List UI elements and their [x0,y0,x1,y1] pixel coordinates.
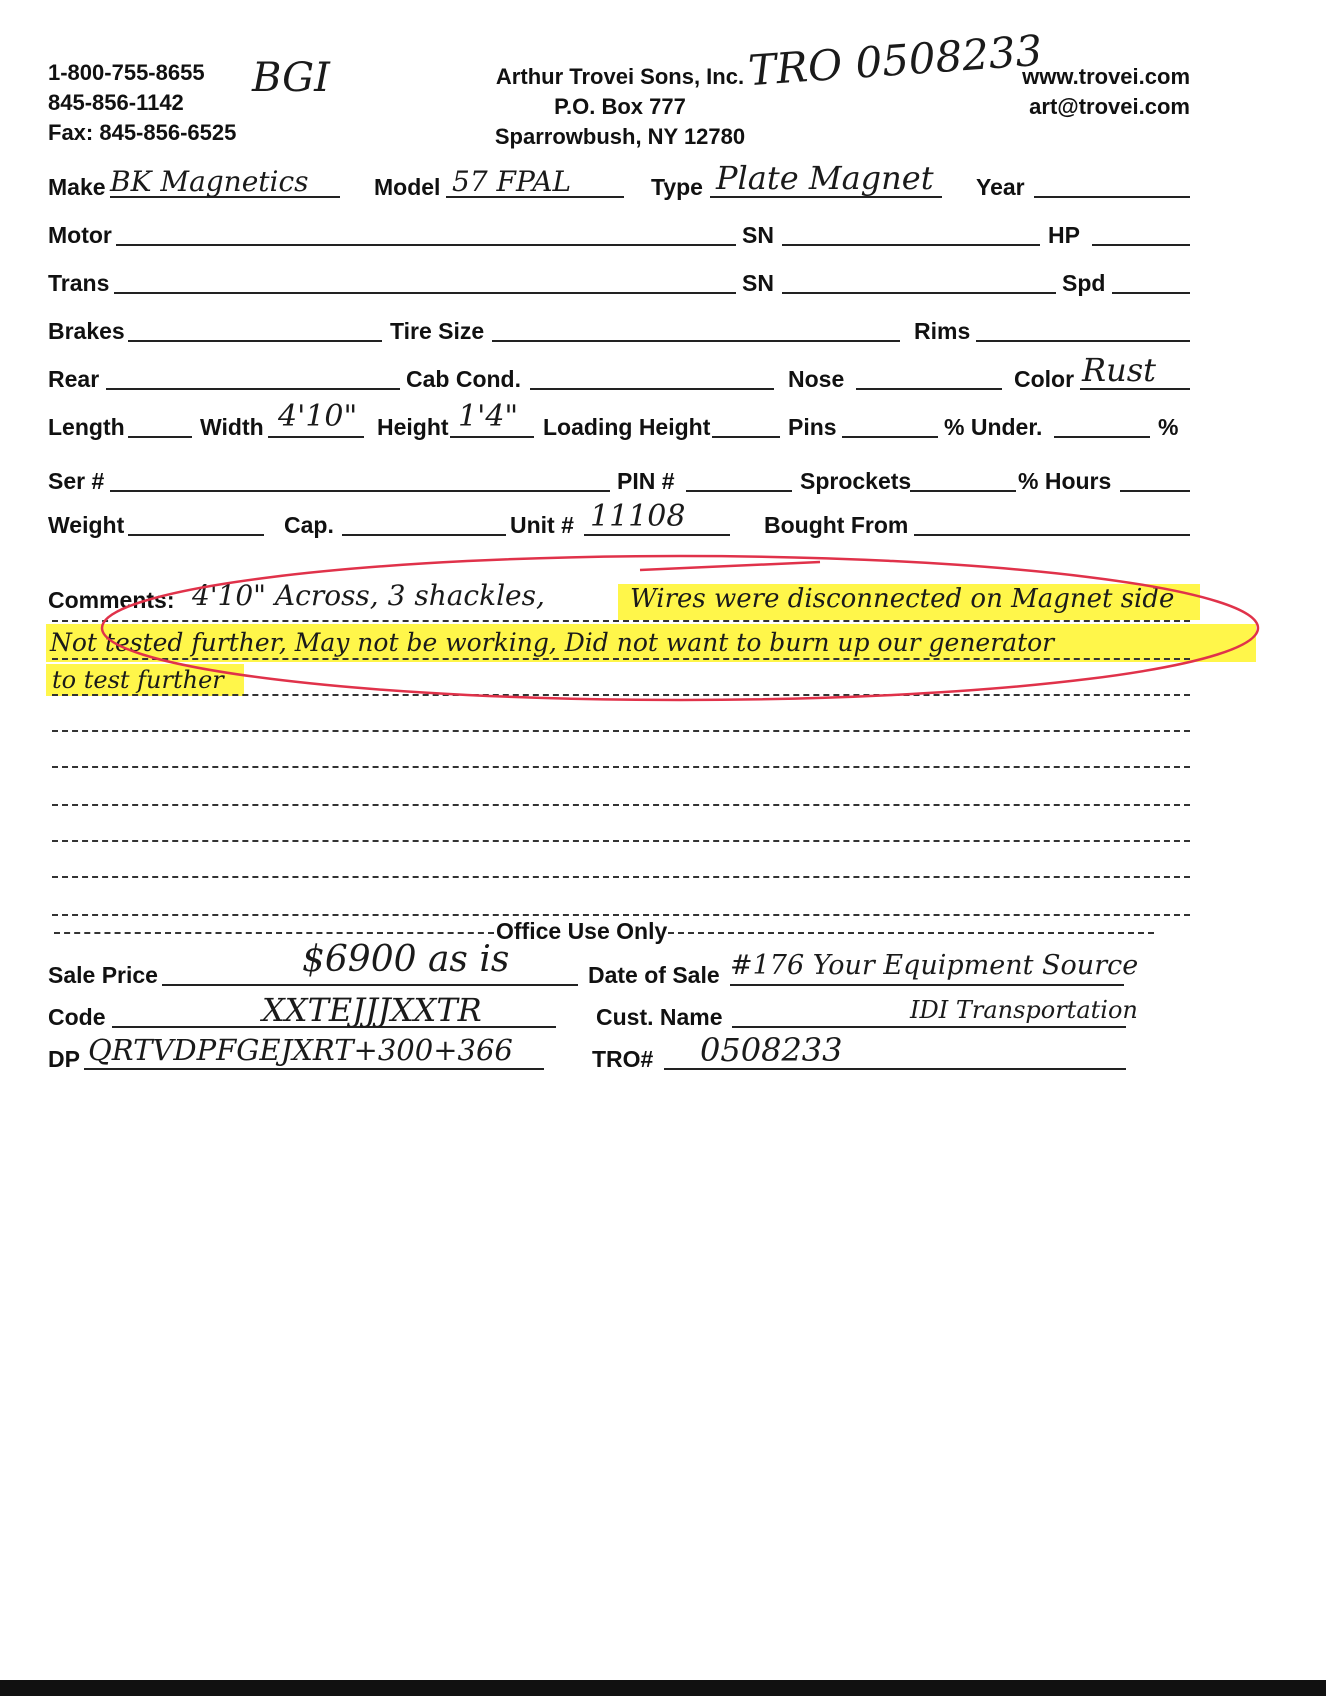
date-of-sale-value: #176 Your Equipment Source [730,950,1139,981]
type-label: Type [651,174,703,200]
pin-label: PIN # [617,468,675,494]
tire-size-label: Tire Size [390,318,485,344]
cab-cond-label: Cab Cond. [406,366,521,392]
office-divider-left [54,932,494,934]
city-state: Sparrowbush, NY 12780 [494,124,746,149]
bought-from-field-line[interactable] [914,534,1190,536]
ser-label: Ser # [48,468,105,494]
pct-hours-label: % Hours [1018,468,1112,494]
year-label: Year [976,174,1025,200]
date-of-sale-label: Date of Sale [588,962,720,988]
height-field-line[interactable] [450,436,534,438]
trans-label: Trans [48,270,110,296]
cap-label: Cap. [284,512,334,538]
hp-field-line[interactable] [1092,244,1190,246]
red-circle-annotation [0,540,1326,720]
comment-text-2: Not tested further, May not be working, Did not want to burn up our generator [50,628,1055,657]
trans-sn-field-line[interactable] [782,292,1056,294]
office-use-label: Office Use Only [496,918,668,944]
scan-bottom-edge [0,1680,1326,1696]
motor-sn-label: SN [742,222,774,248]
handwritten-tro: TRO 0508233 [746,25,1044,96]
fax-number: Fax: 845-856-6525 [48,120,237,145]
length-label: Length [48,414,125,440]
model-value: 57 FPAL [452,165,572,198]
color-label: Color [1014,366,1075,392]
sprockets-label: Sprockets [800,468,912,494]
website: www.trovei.com [1022,64,1190,89]
company-address [470,62,770,152]
comment-line-9[interactable] [52,914,1190,916]
nose-field-line[interactable] [856,388,1002,390]
unit-field-line[interactable] [584,534,730,536]
weight-field-line[interactable] [128,534,264,536]
unit-value: 11108 [590,499,686,534]
width-label: Width [200,414,264,440]
make-label: Make [48,174,106,200]
comments-label: Comments: [48,587,175,613]
code-label: Code [48,1004,106,1030]
pins-label: Pins [788,414,837,440]
comment-line-8[interactable] [52,876,1190,878]
cust-name-label: Cust. Name [596,1004,723,1030]
motor-sn-field-line[interactable] [782,244,1040,246]
motor-field-line[interactable] [116,244,736,246]
loading-height-label: Loading Height [543,414,711,440]
comment-text-3: to test further [52,666,224,694]
trans-field-line[interactable] [114,292,736,294]
spd-label: Spd [1062,270,1106,296]
sale-price-value: $6900 as is [302,939,510,980]
email: art@trovei.com [1029,94,1190,119]
spd-field-line[interactable] [1112,292,1190,294]
web-contact [950,62,1190,122]
cust-name-field-line[interactable] [732,1026,1126,1028]
cust-name-value: IDI Transportation [910,996,1138,1024]
width-field-line[interactable] [268,436,364,438]
po-box: P.O. Box 777 [554,94,686,119]
unit-label: Unit # [510,512,574,538]
cap-field-line[interactable] [342,534,506,536]
height-label: Height [377,414,449,440]
comment-text-1b: Wires were disconnected on Magnet side [630,584,1175,614]
loading-height-field-line[interactable] [712,436,780,438]
sprockets-field-line[interactable] [910,490,1016,492]
sale-price-field-line[interactable] [162,984,578,986]
header-contact [48,58,236,148]
dp-label: DP [48,1046,80,1072]
comment-line-5[interactable] [52,766,1190,768]
phone-toll-free: 1-800-755-8655 [48,60,205,85]
pct-under-label: % Under. [944,414,1043,440]
pct-sign: % [1158,414,1179,440]
phone-local: 845-856-1142 [48,90,184,115]
nose-label: Nose [788,366,845,392]
sale-price-label: Sale Price [48,962,158,988]
comment-line-7[interactable] [52,840,1190,842]
ser-field-line[interactable] [110,490,610,492]
comment-line-6[interactable] [52,804,1190,806]
motor-label: Motor [48,222,112,248]
bought-from-label: Bought From [764,512,909,538]
make-value: BK Magnetics [110,165,309,198]
model-label: Model [374,174,441,200]
rear-field-line[interactable] [106,388,400,390]
trans-sn-label: SN [742,270,774,296]
tro-value: 0508233 [700,1031,843,1069]
rims-label: Rims [914,318,971,344]
width-value: 4'10" [278,399,358,434]
brakes-field-line[interactable] [128,340,382,342]
cab-cond-field-line[interactable] [530,388,774,390]
comment-text-1a: 4'10" Across, 3 shackles, [192,579,545,612]
dp-value: QRTVDPFGEJXRT+300+366 [88,1033,513,1067]
pin-field-line[interactable] [686,490,792,492]
rims-field-line[interactable] [976,340,1190,342]
pct-hours-field-line[interactable] [1120,490,1190,492]
office-divider-right [668,932,1154,934]
date-of-sale-field-line[interactable] [730,984,1124,986]
tro-label: TRO# [592,1046,654,1072]
color-value: Rust [1082,351,1156,389]
dp-field-line[interactable] [84,1068,544,1070]
hp-label: HP [1048,222,1080,248]
pct-under-field-line[interactable] [1054,436,1150,438]
type-value: Plate Magnet [716,159,934,197]
comment-line-4[interactable] [52,730,1190,732]
length-field-line[interactable] [128,436,192,438]
year-field-line[interactable] [1034,196,1190,198]
company-name: Arthur Trovei Sons, Inc. [495,64,745,89]
height-value: 1'4" [458,399,519,434]
weight-label: Weight [48,512,125,538]
pins-field-line[interactable] [842,436,938,438]
brakes-label: Brakes [48,318,125,344]
rear-label: Rear [48,366,100,392]
handwritten-code: BGI [252,55,330,101]
tire-size-field-line[interactable] [492,340,900,342]
code-value: XXTEJJJXXTR [262,991,482,1029]
